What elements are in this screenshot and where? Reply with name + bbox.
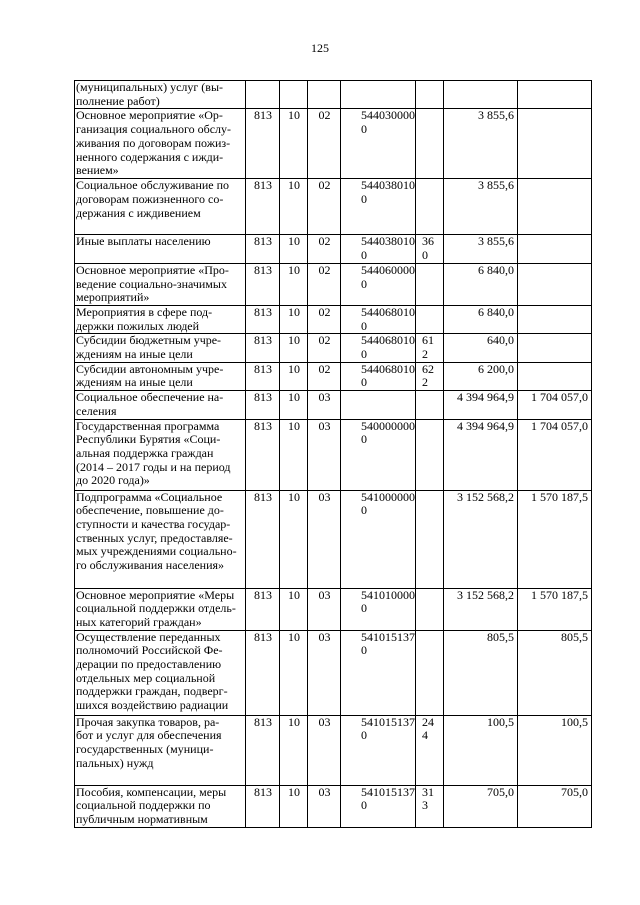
cell-target-code: 544068010 0	[341, 305, 416, 333]
cell-section: 10	[280, 588, 308, 630]
table-row	[75, 630, 592, 715]
cell-sum-1: 640,0	[444, 334, 518, 362]
cell-expense-type	[416, 179, 444, 235]
cell-sum-2: 1 570 187,5	[518, 588, 592, 630]
cell-sum-1: 705,0	[444, 785, 518, 827]
cell-name: Государственная программа Республики Бурятия «Соци- альная поддержка граждан (2014 – 2017 годы и на период до 2020 года)»	[75, 419, 246, 490]
cell-ministry: 813	[246, 235, 280, 263]
cell-sum-2: 705,0	[518, 785, 592, 827]
cell-name: Основное мероприятие «Меры социальной поддержки отдель- ных категорий граждан»	[75, 588, 246, 630]
cell-subsection: 02	[308, 263, 341, 305]
cell-name: Подпрограмма «Социальное обеспечение, повышение до- ступности и качества государ- ственных услуг, предоставляе- мых учреждениями социально- го обслуживания населения»	[75, 490, 246, 588]
table-row	[75, 588, 592, 630]
cell-sum-2	[518, 235, 592, 263]
cell-name: Прочая закупка товаров, ра- бот и услуг для обеспечения государственных (муници- пальных) нужд	[75, 715, 246, 785]
cell-expense-type	[416, 109, 444, 179]
cell-target-code: 541000000 0	[341, 490, 416, 588]
cell-target-code	[341, 81, 416, 109]
cell-section: 10	[280, 263, 308, 305]
cell-section: 10	[280, 179, 308, 235]
cell-name: Пособия, компенсации, меры социальной поддержки по публичным нормативным	[75, 785, 246, 827]
cell-sum-1	[444, 81, 518, 109]
cell-section: 10	[280, 785, 308, 827]
cell-section: 10	[280, 391, 308, 419]
table-row	[75, 179, 592, 235]
cell-target-code: 541015137 0	[341, 630, 416, 715]
cell-section: 10	[280, 362, 308, 390]
cell-sum-2: 1 704 057,0	[518, 391, 592, 419]
cell-ministry: 813	[246, 305, 280, 333]
cell-expense-type	[416, 630, 444, 715]
cell-sum-2	[518, 305, 592, 333]
cell-subsection: 03	[308, 588, 341, 630]
cell-section: 10	[280, 109, 308, 179]
cell-sum-2	[518, 179, 592, 235]
cell-target-code: 544068010 0	[341, 334, 416, 362]
cell-ministry	[246, 81, 280, 109]
cell-sum-2	[518, 263, 592, 305]
cell-name: Иные выплаты населению	[75, 235, 246, 263]
cell-name: Основное мероприятие «Про- ведение социально-значимых мероприятий»	[75, 263, 246, 305]
cell-target-code: 544068010 0	[341, 362, 416, 390]
cell-subsection: 03	[308, 715, 341, 785]
cell-section	[280, 81, 308, 109]
cell-sum-1: 100,5	[444, 715, 518, 785]
cell-sum-2: 1 704 057,0	[518, 419, 592, 490]
cell-section: 10	[280, 630, 308, 715]
cell-sum-2: 100,5	[518, 715, 592, 785]
cell-expense-type	[416, 588, 444, 630]
cell-section: 10	[280, 490, 308, 588]
table-row	[75, 715, 592, 785]
cell-target-code: 540000000 0	[341, 419, 416, 490]
cell-expense-type	[416, 81, 444, 109]
table-row	[75, 490, 592, 588]
cell-name: Субсидии бюджетным учре- ждениям на иные цели	[75, 334, 246, 362]
cell-ministry: 813	[246, 334, 280, 362]
cell-name: Основное мероприятие «Ор- ганизация социального обслу- живания по договорам пожиз- ненного содержания с ижди- вением»	[75, 109, 246, 179]
cell-ministry: 813	[246, 630, 280, 715]
cell-sum-1: 6 840,0	[444, 263, 518, 305]
cell-ministry: 813	[246, 715, 280, 785]
cell-subsection: 03	[308, 419, 341, 490]
table-row	[75, 109, 592, 179]
table-body	[75, 81, 592, 828]
table-row	[75, 235, 592, 263]
cell-ministry: 813	[246, 109, 280, 179]
cell-sum-2	[518, 81, 592, 109]
cell-sum-1: 3 855,6	[444, 235, 518, 263]
cell-sum-1: 3 855,6	[444, 109, 518, 179]
cell-subsection: 03	[308, 391, 341, 419]
page-number: 125	[311, 41, 329, 55]
table-row	[75, 305, 592, 333]
budget-table	[74, 80, 592, 828]
cell-subsection: 02	[308, 109, 341, 179]
cell-expense-type: 24 4	[416, 715, 444, 785]
cell-subsection: 03	[308, 630, 341, 715]
cell-ministry: 813	[246, 391, 280, 419]
cell-expense-type	[416, 263, 444, 305]
table-row	[75, 362, 592, 390]
cell-subsection: 03	[308, 785, 341, 827]
cell-target-code: 544030000 0	[341, 109, 416, 179]
cell-ministry: 813	[246, 588, 280, 630]
cell-section: 10	[280, 715, 308, 785]
cell-sum-1: 4 394 964,9	[444, 391, 518, 419]
cell-target-code	[341, 391, 416, 419]
cell-ministry: 813	[246, 362, 280, 390]
cell-subsection: 02	[308, 334, 341, 362]
cell-target-code: 541010000 0	[341, 588, 416, 630]
cell-sum-1: 3 855,6	[444, 179, 518, 235]
cell-sum-1: 6 840,0	[444, 305, 518, 333]
cell-ministry: 813	[246, 490, 280, 588]
cell-target-code: 541015137 0	[341, 715, 416, 785]
cell-name: (муниципальных) услуг (вы- полнение работ)	[75, 81, 246, 109]
table-row	[75, 419, 592, 490]
cell-ministry: 813	[246, 419, 280, 490]
cell-section: 10	[280, 419, 308, 490]
cell-sum-2	[518, 109, 592, 179]
cell-expense-type: 61 2	[416, 334, 444, 362]
table-row	[75, 391, 592, 419]
cell-target-code: 544038010 0	[341, 235, 416, 263]
cell-section: 10	[280, 305, 308, 333]
cell-target-code: 541015137 0	[341, 785, 416, 827]
table-row	[75, 334, 592, 362]
cell-expense-type	[416, 490, 444, 588]
cell-subsection	[308, 81, 341, 109]
cell-name: Субсидии автономным учре- ждениям на иные цели	[75, 362, 246, 390]
cell-expense-type: 31 3	[416, 785, 444, 827]
cell-name: Осуществление переданных полномочий Российской Фе- дерации по предоставлению отдельных мер социальной поддержки граждан, подверг- шихся воздействию радиации	[75, 630, 246, 715]
cell-section: 10	[280, 235, 308, 263]
cell-name: Социальное обеспечение на- селения	[75, 391, 246, 419]
table-row	[75, 81, 592, 109]
cell-sum-2: 805,5	[518, 630, 592, 715]
cell-sum-1: 805,5	[444, 630, 518, 715]
cell-subsection: 02	[308, 179, 341, 235]
table-row	[75, 263, 592, 305]
cell-target-code: 544060000 0	[341, 263, 416, 305]
cell-sum-2: 1 570 187,5	[518, 490, 592, 588]
cell-sum-1: 3 152 568,2	[444, 588, 518, 630]
cell-expense-type	[416, 305, 444, 333]
cell-sum-2	[518, 334, 592, 362]
cell-section: 10	[280, 334, 308, 362]
cell-sum-1: 4 394 964,9	[444, 419, 518, 490]
cell-name: Социальное обслуживание по договорам пожизненного со- держания с иждивением	[75, 179, 246, 235]
table-row	[75, 785, 592, 827]
cell-sum-2	[518, 362, 592, 390]
cell-ministry: 813	[246, 179, 280, 235]
cell-target-code: 544038010 0	[341, 179, 416, 235]
cell-subsection: 03	[308, 490, 341, 588]
cell-expense-type	[416, 391, 444, 419]
cell-sum-1: 3 152 568,2	[444, 490, 518, 588]
cell-ministry: 813	[246, 785, 280, 827]
cell-subsection: 02	[308, 305, 341, 333]
cell-sum-1: 6 200,0	[444, 362, 518, 390]
cell-subsection: 02	[308, 235, 341, 263]
cell-expense-type: 36 0	[416, 235, 444, 263]
cell-expense-type	[416, 419, 444, 490]
cell-expense-type: 62 2	[416, 362, 444, 390]
cell-subsection: 02	[308, 362, 341, 390]
cell-name: Мероприятия в сфере под- держки пожилых людей	[75, 305, 246, 333]
cell-ministry: 813	[246, 263, 280, 305]
